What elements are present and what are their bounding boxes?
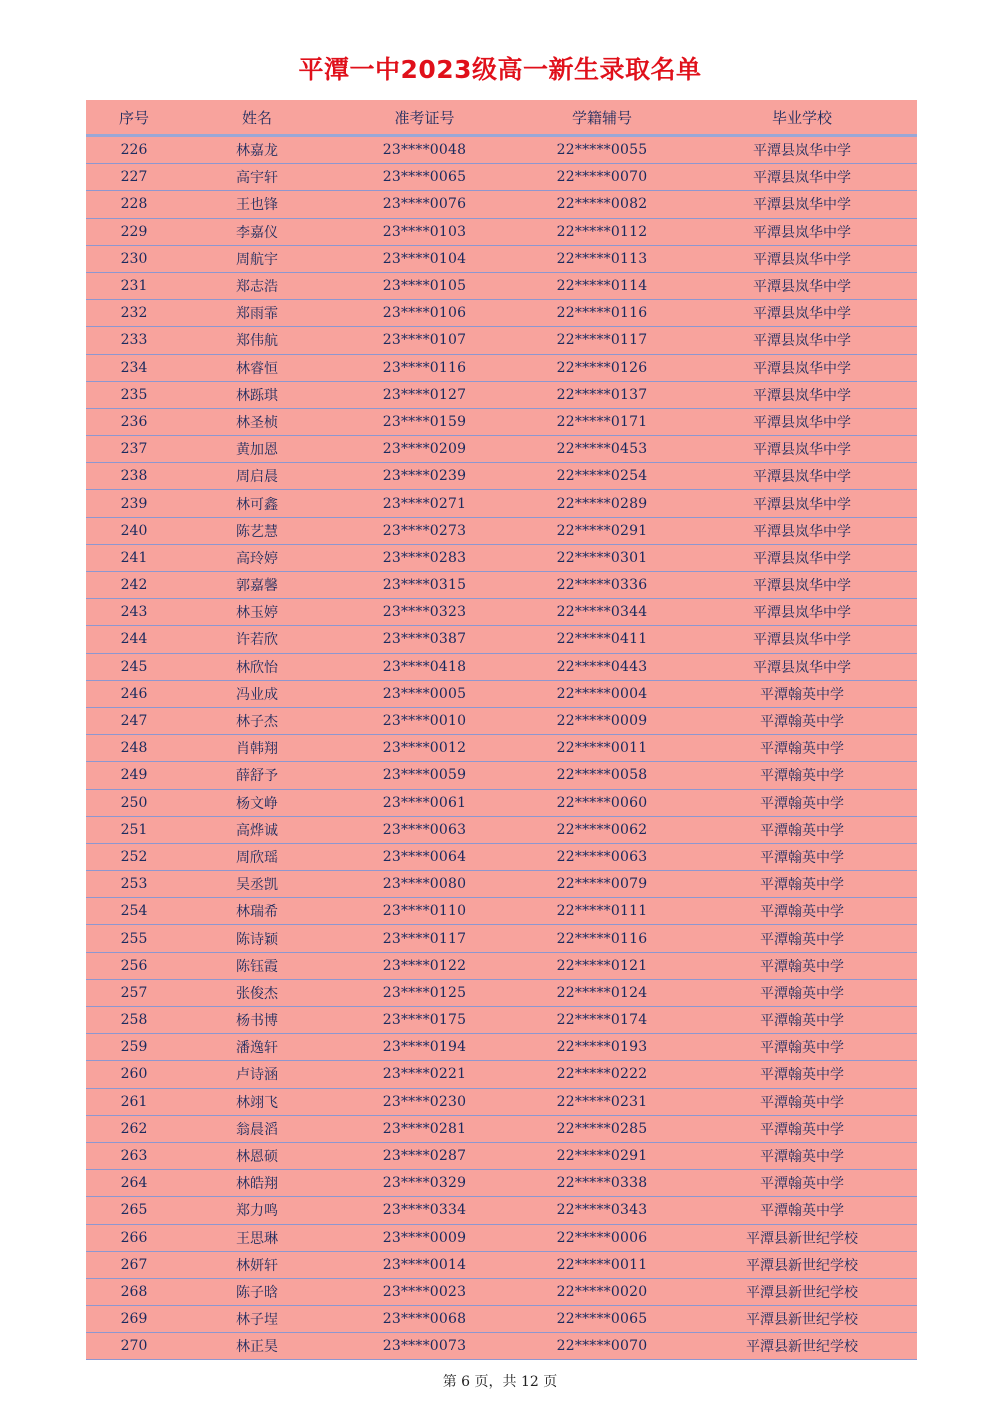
student-id-cell: 22*****0291 [517,517,687,544]
table-row [86,517,917,544]
student-id-cell: 22*****0117 [517,327,687,354]
school-cell: 平潭县岚华中学 [687,490,917,517]
table-row [86,789,917,816]
table-row [86,707,917,734]
row-index-cell: 255 [86,925,182,952]
school-cell: 平潭翰英中学 [687,1088,917,1115]
student-name-cell: 翁晨滔 [182,1115,332,1142]
student-id-cell: 22*****0338 [517,1170,687,1197]
school-cell: 平潭翰英中学 [687,1061,917,1088]
exam-id-cell: 23****0323 [332,599,517,626]
row-index-cell: 226 [86,136,182,164]
row-index-cell: 257 [86,979,182,1006]
student-id-cell: 22*****0171 [517,408,687,435]
table-row [86,843,917,870]
row-index-cell: 228 [86,191,182,218]
student-name-cell: 高宇轩 [182,164,332,191]
student-id-cell: 22*****0055 [517,136,687,164]
school-cell: 平潭翰英中学 [687,816,917,843]
student-name-cell: 周航宇 [182,245,332,272]
student-id-cell: 22*****0113 [517,245,687,272]
student-name-cell: 王也锋 [182,191,332,218]
exam-id-cell: 23****0334 [332,1197,517,1224]
exam-id-cell: 23****0080 [332,871,517,898]
school-cell: 平潭翰英中学 [687,898,917,925]
school-cell: 平潭翰英中学 [687,707,917,734]
student-id-cell: 22*****0070 [517,164,687,191]
school-cell: 平潭县岚华中学 [687,408,917,435]
school-cell: 平潭县岚华中学 [687,436,917,463]
student-name-cell: 潘逸轩 [182,1034,332,1061]
student-name-cell: 周启晨 [182,463,332,490]
school-cell: 平潭县岚华中学 [687,218,917,245]
row-index-cell: 268 [86,1278,182,1305]
student-name-cell: 林玉婷 [182,599,332,626]
table-row [86,1115,917,1142]
student-name-cell: 杨书博 [182,1007,332,1034]
student-name-cell: 林翊飞 [182,1088,332,1115]
student-name-cell: 林皓翔 [182,1170,332,1197]
school-cell: 平潭翰英中学 [687,1142,917,1169]
student-id-cell: 22*****0058 [517,762,687,789]
table-row [86,463,917,490]
student-name-cell: 高烨诚 [182,816,332,843]
exam-id-cell: 23****0061 [332,789,517,816]
exam-id-cell: 23****0009 [332,1224,517,1251]
student-id-cell: 22*****0336 [517,572,687,599]
exam-id-cell: 23****0104 [332,245,517,272]
page-title: 平潭一中2023级高一新生录取名单 [298,55,702,84]
exam-id-cell: 23****0273 [332,517,517,544]
exam-id-cell: 23****0076 [332,191,517,218]
row-index-cell: 232 [86,300,182,327]
row-index-cell: 229 [86,218,182,245]
student-id-cell: 22*****0126 [517,354,687,381]
table-row [86,218,917,245]
student-id-cell: 22*****0124 [517,979,687,1006]
school-cell: 平潭县岚华中学 [687,599,917,626]
exam-id-cell: 23****0117 [332,925,517,952]
table-row [86,490,917,517]
exam-id-cell: 23****0116 [332,354,517,381]
row-index-cell: 270 [86,1333,182,1360]
student-name-cell: 卢诗涵 [182,1061,332,1088]
school-cell: 平潭县岚华中学 [687,300,917,327]
table-row [86,1034,917,1061]
row-index-cell: 238 [86,463,182,490]
student-name-cell: 林妍轩 [182,1251,332,1278]
school-cell: 平潭县岚华中学 [687,354,917,381]
table-row [86,952,917,979]
school-cell: 平潭翰英中学 [687,789,917,816]
school-cell: 平潭翰英中学 [687,843,917,870]
school-cell: 平潭县岚华中学 [687,381,917,408]
table-row [86,925,917,952]
table-row [86,979,917,1006]
student-name-cell: 郑志浩 [182,272,332,299]
table-row [86,1061,917,1088]
student-name-cell: 许若欣 [182,626,332,653]
row-index-cell: 254 [86,898,182,925]
table-header-row [86,100,917,136]
table-row [86,1170,917,1197]
row-index-cell: 267 [86,1251,182,1278]
row-index-cell: 230 [86,245,182,272]
student-id-cell: 22*****0079 [517,871,687,898]
school-cell: 平潭县岚华中学 [687,191,917,218]
student-id-cell: 22*****0291 [517,1142,687,1169]
exam-id-cell: 23****0012 [332,735,517,762]
school-cell: 平潭翰英中学 [687,1197,917,1224]
exam-id-cell: 23****0175 [332,1007,517,1034]
student-name-cell: 林嘉龙 [182,136,332,164]
student-id-cell: 22*****0443 [517,653,687,680]
school-cell: 平潭翰英中学 [687,1007,917,1034]
row-index-cell: 233 [86,327,182,354]
student-name-cell: 林可鑫 [182,490,332,517]
student-name-cell: 张俊杰 [182,979,332,1006]
table-body [86,136,917,1360]
school-cell: 平潭翰英中学 [687,925,917,952]
student-name-cell: 杨文峥 [182,789,332,816]
school-cell: 平潭翰英中学 [687,1115,917,1142]
column-header-exam-id: 准考证号 [332,100,517,136]
table-row [86,1306,917,1333]
table-row [86,1278,917,1305]
student-name-cell: 郑雨霏 [182,300,332,327]
exam-id-cell: 23****0125 [332,979,517,1006]
student-id-cell: 22*****0285 [517,1115,687,1142]
exam-id-cell: 23****0105 [332,272,517,299]
exam-id-cell: 23****0106 [332,300,517,327]
table-row [86,653,917,680]
school-cell: 平潭县岚华中学 [687,245,917,272]
row-index-cell: 247 [86,707,182,734]
table-row [86,136,917,164]
student-id-cell: 22*****0112 [517,218,687,245]
student-id-cell: 22*****0289 [517,490,687,517]
student-name-cell: 吴丞凯 [182,871,332,898]
student-name-cell: 林瑞希 [182,898,332,925]
row-index-cell: 227 [86,164,182,191]
row-index-cell: 266 [86,1224,182,1251]
exam-id-cell: 23****0271 [332,490,517,517]
school-cell: 平潭翰英中学 [687,735,917,762]
school-cell: 平潭县岚华中学 [687,136,917,164]
table-row [86,735,917,762]
table-row [86,1088,917,1115]
student-name-cell: 薛舒予 [182,762,332,789]
student-name-cell: 陈子晗 [182,1278,332,1305]
table-row [86,816,917,843]
student-id-cell: 22*****0062 [517,816,687,843]
row-index-cell: 249 [86,762,182,789]
exam-id-cell: 23****0048 [332,136,517,164]
row-index-cell: 236 [86,408,182,435]
table-row [86,327,917,354]
exam-id-cell: 23****0159 [332,408,517,435]
table-row [86,898,917,925]
student-name-cell: 李嘉仪 [182,218,332,245]
student-id-cell: 22*****0254 [517,463,687,490]
school-cell: 平潭翰英中学 [687,762,917,789]
table-row [86,191,917,218]
column-header-student-id: 学籍辅号 [517,100,687,136]
student-id-cell: 22*****0082 [517,191,687,218]
exam-id-cell: 23****0059 [332,762,517,789]
student-name-cell: 黄加恩 [182,436,332,463]
exam-id-cell: 23****0068 [332,1306,517,1333]
row-index-cell: 263 [86,1142,182,1169]
table-row [86,1333,917,1360]
school-cell: 平潭翰英中学 [687,979,917,1006]
admission-table [86,100,917,1360]
exam-id-cell: 23****0063 [332,816,517,843]
row-index-cell: 244 [86,626,182,653]
student-id-cell: 22*****0070 [517,1333,687,1360]
row-index-cell: 269 [86,1306,182,1333]
table-row [86,245,917,272]
row-index-cell: 242 [86,572,182,599]
student-name-cell: 高玲婷 [182,544,332,571]
table-row [86,1251,917,1278]
row-index-cell: 243 [86,599,182,626]
school-cell: 平潭县新世纪学校 [687,1333,917,1360]
school-cell: 平潭县岚华中学 [687,626,917,653]
student-name-cell: 林跞琪 [182,381,332,408]
table-row [86,626,917,653]
student-name-cell: 郭嘉馨 [182,572,332,599]
school-cell: 平潭县岚华中学 [687,164,917,191]
student-name-cell: 林子杰 [182,707,332,734]
table-row [86,871,917,898]
exam-id-cell: 23****0005 [332,680,517,707]
row-index-cell: 256 [86,952,182,979]
school-cell: 平潭县岚华中学 [687,572,917,599]
row-index-cell: 259 [86,1034,182,1061]
exam-id-cell: 23****0221 [332,1061,517,1088]
row-index-cell: 250 [86,789,182,816]
exam-id-cell: 23****0281 [332,1115,517,1142]
school-cell: 平潭翰英中学 [687,1034,917,1061]
student-id-cell: 22*****0020 [517,1278,687,1305]
exam-id-cell: 23****0209 [332,436,517,463]
row-index-cell: 234 [86,354,182,381]
exam-id-cell: 23****0122 [332,952,517,979]
exam-id-cell: 23****0329 [332,1170,517,1197]
school-cell: 平潭县新世纪学校 [687,1251,917,1278]
student-name-cell: 周欣瑶 [182,843,332,870]
exam-id-cell: 23****0194 [332,1034,517,1061]
student-name-cell: 林恩硕 [182,1142,332,1169]
row-index-cell: 253 [86,871,182,898]
school-cell: 平潭翰英中学 [687,680,917,707]
student-id-cell: 22*****0231 [517,1088,687,1115]
row-index-cell: 260 [86,1061,182,1088]
row-index-cell: 264 [86,1170,182,1197]
student-id-cell: 22*****0137 [517,381,687,408]
exam-id-cell: 23****0315 [332,572,517,599]
table-row [86,572,917,599]
student-name-cell: 郑伟航 [182,327,332,354]
exam-id-cell: 23****0110 [332,898,517,925]
table-row [86,354,917,381]
admission-table-container [86,100,917,1360]
table-row [86,1142,917,1169]
student-id-cell: 22*****0411 [517,626,687,653]
student-id-cell: 22*****0344 [517,599,687,626]
student-id-cell: 22*****0065 [517,1306,687,1333]
student-id-cell: 22*****0004 [517,680,687,707]
student-id-cell: 22*****0063 [517,843,687,870]
student-id-cell: 22*****0060 [517,789,687,816]
student-id-cell: 22*****0301 [517,544,687,571]
table-row [86,544,917,571]
student-name-cell: 王思琳 [182,1224,332,1251]
student-name-cell: 林欣怡 [182,653,332,680]
student-id-cell: 22*****0193 [517,1034,687,1061]
row-index-cell: 261 [86,1088,182,1115]
school-cell: 平潭县新世纪学校 [687,1278,917,1305]
exam-id-cell: 23****0127 [332,381,517,408]
student-id-cell: 22*****0114 [517,272,687,299]
table-row [86,1197,917,1224]
exam-id-cell: 23****0023 [332,1278,517,1305]
student-name-cell: 肖韩翔 [182,735,332,762]
table-row [86,762,917,789]
student-name-cell: 林睿恒 [182,354,332,381]
exam-id-cell: 23****0065 [332,164,517,191]
school-cell: 平潭县岚华中学 [687,327,917,354]
student-name-cell: 陈艺慧 [182,517,332,544]
row-index-cell: 235 [86,381,182,408]
exam-id-cell: 23****0239 [332,463,517,490]
column-header-school: 毕业学校 [687,100,917,136]
student-id-cell: 22*****0343 [517,1197,687,1224]
student-name-cell: 陈诗颖 [182,925,332,952]
row-index-cell: 240 [86,517,182,544]
student-name-cell: 林圣桢 [182,408,332,435]
student-id-cell: 22*****0006 [517,1224,687,1251]
row-index-cell: 239 [86,490,182,517]
student-id-cell: 22*****0011 [517,735,687,762]
table-row [86,164,917,191]
row-index-cell: 231 [86,272,182,299]
student-id-cell: 22*****0009 [517,707,687,734]
student-id-cell: 22*****0453 [517,436,687,463]
school-cell: 平潭翰英中学 [687,952,917,979]
student-id-cell: 22*****0011 [517,1251,687,1278]
table-row [86,1007,917,1034]
student-id-cell: 22*****0222 [517,1061,687,1088]
exam-id-cell: 23****0107 [332,327,517,354]
school-cell: 平潭县岚华中学 [687,463,917,490]
exam-id-cell: 23****0387 [332,626,517,653]
row-index-cell: 252 [86,843,182,870]
exam-id-cell: 23****0418 [332,653,517,680]
column-header-index: 序号 [86,100,182,136]
row-index-cell: 237 [86,436,182,463]
exam-id-cell: 23****0014 [332,1251,517,1278]
exam-id-cell: 23****0230 [332,1088,517,1115]
student-id-cell: 22*****0116 [517,300,687,327]
student-id-cell: 22*****0174 [517,1007,687,1034]
student-id-cell: 22*****0116 [517,925,687,952]
table-row [86,408,917,435]
row-index-cell: 246 [86,680,182,707]
page-footer: 第 6 页，共 12 页 [442,1374,558,1390]
table-row [86,272,917,299]
school-cell: 平潭县岚华中学 [687,544,917,571]
school-cell: 平潭县岚华中学 [687,653,917,680]
row-index-cell: 241 [86,544,182,571]
school-cell: 平潭县岚华中学 [687,272,917,299]
table-row [86,599,917,626]
school-cell: 平潭县新世纪学校 [687,1306,917,1333]
table-row [86,680,917,707]
student-name-cell: 林子埕 [182,1306,332,1333]
row-index-cell: 245 [86,653,182,680]
student-id-cell: 22*****0121 [517,952,687,979]
row-index-cell: 265 [86,1197,182,1224]
school-cell: 平潭县岚华中学 [687,517,917,544]
school-cell: 平潭县新世纪学校 [687,1224,917,1251]
table-row [86,381,917,408]
exam-id-cell: 23****0287 [332,1142,517,1169]
student-id-cell: 22*****0111 [517,898,687,925]
column-header-name: 姓名 [182,100,332,136]
table-row [86,300,917,327]
row-index-cell: 251 [86,816,182,843]
student-name-cell: 郑力鸣 [182,1197,332,1224]
student-name-cell: 冯业成 [182,680,332,707]
row-index-cell: 258 [86,1007,182,1034]
exam-id-cell: 23****0283 [332,544,517,571]
row-index-cell: 248 [86,735,182,762]
student-name-cell: 林正昊 [182,1333,332,1360]
school-cell: 平潭翰英中学 [687,871,917,898]
student-name-cell: 陈钰霞 [182,952,332,979]
table-row [86,436,917,463]
exam-id-cell: 23****0064 [332,843,517,870]
school-cell: 平潭翰英中学 [687,1170,917,1197]
table-row [86,1224,917,1251]
row-index-cell: 262 [86,1115,182,1142]
exam-id-cell: 23****0073 [332,1333,517,1360]
exam-id-cell: 23****0010 [332,707,517,734]
exam-id-cell: 23****0103 [332,218,517,245]
